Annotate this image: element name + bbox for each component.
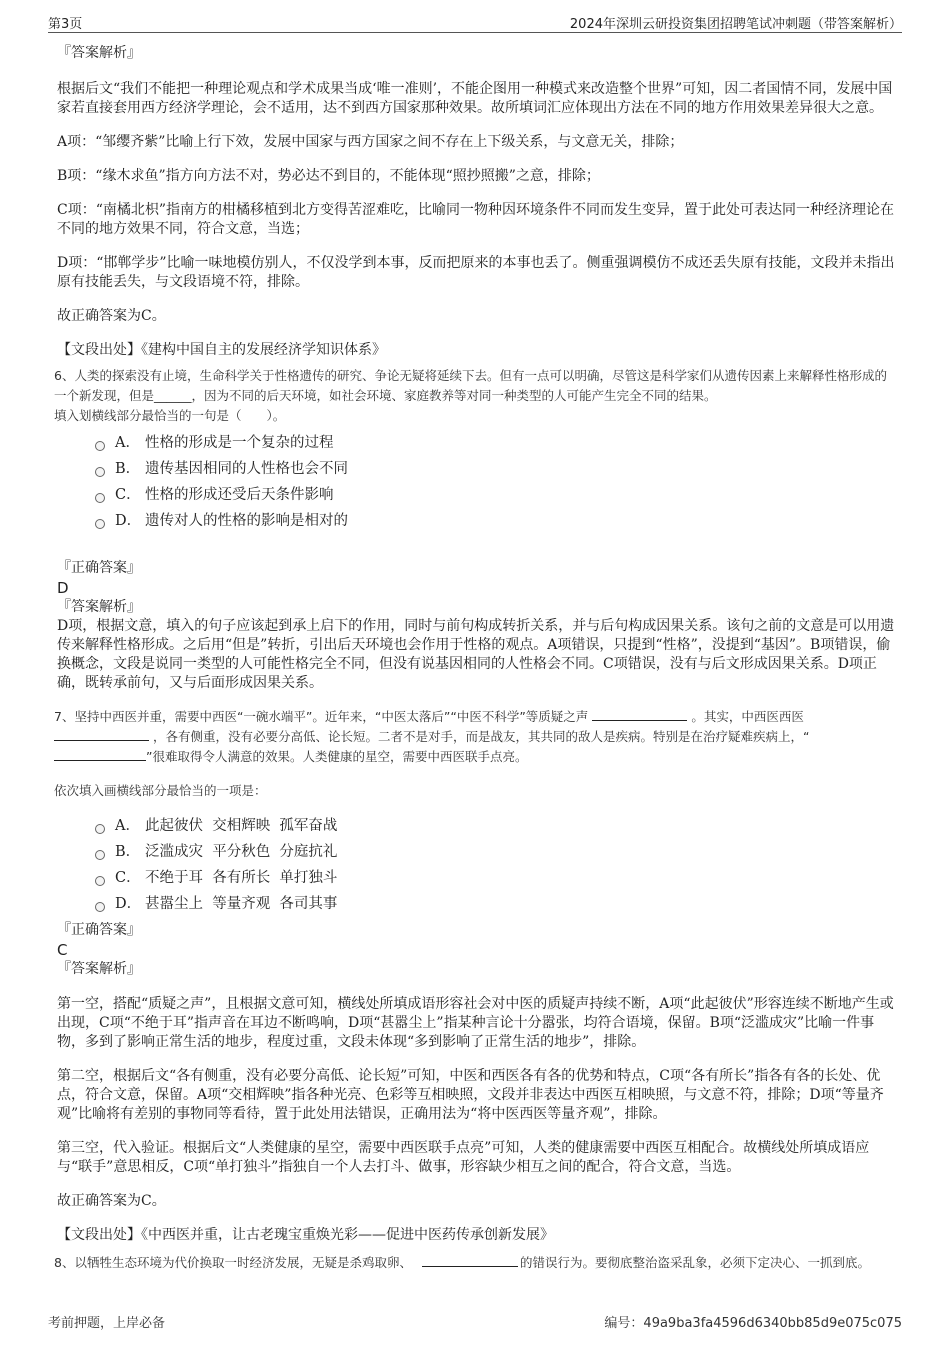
radio-icon[interactable] — [95, 493, 105, 503]
q5-analysis-intro: 根据后文“我们不能把一种理论观点和学术成果当成‘唯一准则’，不能企图用一种模式来改造整个世界”可知，因二者国情不同，发展中国家若直接套用西方经济学理论，会不适用，达不到西方国家那种效果。故所填词汇应体现出方法在不同的地方作用效果差异很大之意。 — [57, 81, 893, 116]
main-content — [54, 44, 895, 1273]
q6-answer: D — [57, 579, 69, 597]
q6-prompt: 填入划横线部分最恰当的一句是（ ）。 — [54, 408, 286, 423]
radio-icon[interactable] — [95, 441, 105, 451]
q6-option-a[interactable]: A． 性格的形成是一个复杂的过程 — [95, 430, 895, 456]
q6-answer-label: 『正确答案』 — [57, 560, 141, 576]
q5-source: 【文段出处】《建构中国自主的发展经济学知识体系》 — [57, 342, 386, 358]
radio-icon[interactable] — [95, 850, 105, 860]
q8-stem: 8、以牺牲生态环境为代价换取一时经济发展，无疑是杀鸡取卵、 的错误行为。要彻底整治盗采乱象，必须下定决心、一抓到底。 — [54, 1255, 870, 1270]
q6-stem: 6、人类的探索没有止境，生命科学关于性格遗传的研究、争论无疑将延续下去。但有一点可以明确，尽管这是科学家们从遗传因素上来解释性格形成的一个新发现，但是______，因为不同的后天环境，如社会环境、家庭教养等对同一种类型的人可能产生完全不同的结果。 — [54, 368, 887, 403]
q7-blank-3 — [54, 747, 146, 761]
q7-analysis-blank-1: 第一空，搭配“质疑之声”，且根据文意可知，横线处所填成语形容社会对中医的质疑声持续不断，A项“此起彼伏”形容连续不断地产生或出现，C项“不绝于耳”指声音在耳边不断鸣响，D项“甚嚣尘上”指某种言论十分嚣张，均符合语境，保留。B项“泛滥成灾”比喻一件事物，多到了影响正常生活的地步，程度过重，文段未体现“多到影响了正常生活的地步”，排除。 — [57, 996, 894, 1050]
q6-option-d[interactable]: D． 遗传对人的性格的影响是相对的 — [95, 508, 895, 534]
question-6 — [54, 366, 895, 693]
q7-analysis-blank-2: 第二空，根据后文“各有侧重，没有必要分高低、论长短”可知，中医和西医各有各的优势和特点，C项“各有所长”指各有各的长处、优点，符合文意，保留。A项“交相辉映”指各种光亮、色彩等互相映照，文段并非表达中西医互相映照，与文意不符，排除；D项“等量齐观”比喻将有差别的事物同等看待，置于此处用法错误，正确用法为“将中医西医等量齐观”，排除。 — [57, 1068, 884, 1122]
question-7 — [54, 707, 895, 1245]
q6-blank: ______ — [154, 388, 192, 403]
q6-analysis-label: 『答案解析』 — [57, 599, 141, 615]
radio-icon[interactable] — [95, 876, 105, 886]
q7-prompt: 依次填入画横线部分最恰当的一项是： — [54, 783, 267, 798]
q7-conclusion: 故正确答案为C。 — [57, 1193, 166, 1209]
q7-stem: 7、坚持中西医并重，需要中西医“一碗水端平”。近年来，“中医太落后”“中医不科学”等质疑之声 。其实，中西医西医 ，各有侧重，没有必要分高低、论长短。二者不是对手，而是战友，其共同的敌人是疾病。特别是在治疗疑难疾病上，“ ”很难取得令人满意的效果。人类健康的星空，需要中西医联手点亮。 — [54, 709, 810, 764]
q6-option-b[interactable]: B． 遗传基因相同的人性格也会不同 — [95, 456, 895, 482]
q7-options — [95, 813, 895, 917]
q8-blank — [422, 1253, 518, 1267]
q7-analysis-blank-3: 第三空，代入验证。根据后文“人类健康的星空，需要中西医联手点亮”可知，人类的健康需要中西医互相配合。故横线处所填成语应与“联手”意思相反，C项“单打独斗”指独自一个人去打斗、做事，形容缺少相互之间的配合，符合文意，当选。 — [57, 1140, 870, 1175]
page-header — [48, 10, 902, 33]
q5-conclusion: 故正确答案为C。 — [57, 308, 166, 324]
q6-options — [95, 430, 895, 534]
q6-analysis: D项，根据文意，填入的句子应该起到承上启下的作用，同时与前句构成转折关系，并与后句构成因果关系。该句之前的文意是可以用遗传来解释性格形成。之后用“但是”转折，引出后天环境也会作用于性格的观点。A项错误，只提到“性格”，没提到“基因”。B项错误，偷换概念，文段是说同一类型的人可能性格完全不同，但没有说基因相同的人性格会不同。C项错误，没有与后文形成因果关系。D项正确，既转承前句，又与后面形成因果关系。 — [57, 618, 895, 691]
q5-analysis-option-c: C项：“南橘北枳”指南方的柑橘移植到北方变得苦涩难吃，比喻同一物种因环境条件不同而发生变异，置于此处可表达同一种经济理论在不同的地方效果不同，符合文意，当选； — [57, 202, 895, 237]
q7-answer-label: 『正确答案』 — [57, 922, 141, 938]
q7-source: 【文段出处】《中西医并重，让古老瑰宝重焕光彩——促进中医药传承创新发展》 — [57, 1227, 554, 1243]
q5-analysis-label: 『答案解析』 — [57, 45, 141, 61]
q7-option-a[interactable]: A． 此起彼伏 交相辉映 孤军奋战 — [95, 813, 895, 839]
q7-option-d[interactable]: D． 甚嚣尘上 等量齐观 各司其事 — [95, 891, 895, 917]
q7-answer: C — [57, 941, 68, 959]
q5-analysis-option-b: B项：“缘木求鱼”指方向方法不对，势必达不到目的，不能体现“照抄照搬”之意，排除； — [57, 168, 600, 184]
radio-icon[interactable] — [95, 902, 105, 912]
question-8 — [54, 1253, 895, 1273]
q6-option-c[interactable]: C． 性格的形成还受后天条件影响 — [95, 482, 895, 508]
q5-analysis-option-a: A项：“邹缨齐紫”比喻上行下效，发展中国家与西方国家之间不存在上下级关系，与文意无关，排除； — [57, 134, 684, 150]
radio-icon[interactable] — [95, 519, 105, 529]
document-code: 编号：49a9ba3fa4596d6340bb85d9e075c075 — [604, 1316, 902, 1331]
q7-blank-2 — [54, 727, 149, 741]
footer-slogan: 考前押题，上岸必备 — [48, 1316, 166, 1331]
radio-icon[interactable] — [95, 467, 105, 477]
q7-analysis-label: 『答案解析』 — [57, 961, 141, 977]
q7-option-c[interactable]: C． 不绝于耳 各有所长 单打独斗 — [95, 865, 895, 891]
q7-blank-1 — [592, 707, 687, 721]
q7-option-b[interactable]: B． 泛滥成灾 平分秋色 分庭抗礼 — [95, 839, 895, 865]
page-number: 第3页 — [48, 17, 83, 32]
radio-icon[interactable] — [95, 824, 105, 834]
document-title: 2024年深圳云研投资集团招聘笔试冲刺题（带答案解析） — [569, 17, 902, 32]
q5-analysis-option-d: D项：“邯郸学步”比喻一味地模仿别人，不仅没学到本事，反而把原来的本事也丢了。侧重强调模仿不成还丢失原有技能，文段并未指出原有技能丢失，与文段语境不符，排除。 — [57, 255, 895, 290]
page-footer — [48, 1312, 902, 1334]
